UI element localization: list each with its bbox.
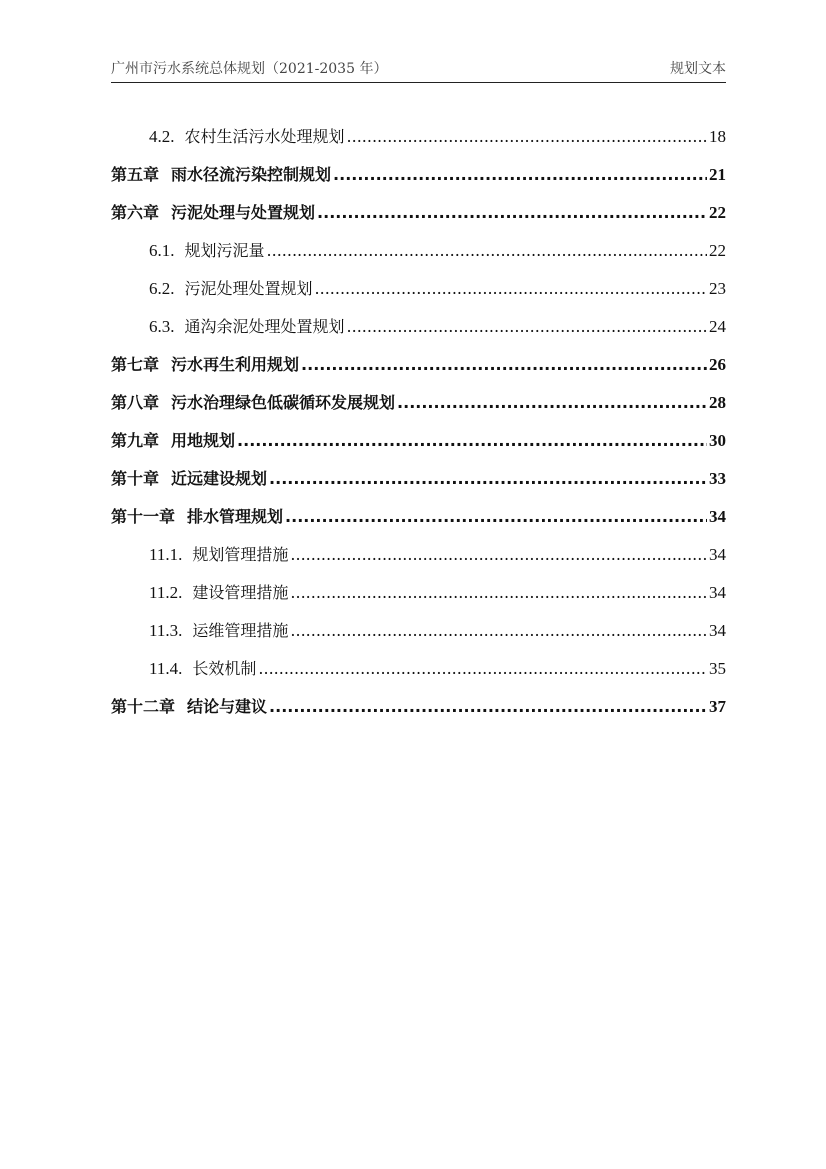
toc-section-entry[interactable] bbox=[111, 529, 726, 567]
toc-page-number: 21 bbox=[709, 165, 726, 184]
toc-page-number: 34 bbox=[709, 545, 726, 564]
toc-page-number: 18 bbox=[709, 127, 726, 146]
toc-dot-leader bbox=[269, 467, 707, 491]
toc-entry-number: 11.4. bbox=[149, 659, 183, 678]
toc-chapter-entry[interactable] bbox=[111, 187, 726, 225]
toc-page-number: 34 bbox=[709, 507, 726, 526]
toc-entry-text: 近远建设规划 bbox=[171, 469, 268, 488]
toc-dot-leader bbox=[237, 429, 707, 453]
toc-dot-leader bbox=[285, 505, 707, 529]
toc-page-number: 22 bbox=[709, 203, 726, 222]
toc-chapter-entry[interactable] bbox=[111, 339, 726, 377]
toc-page-number: 37 bbox=[709, 697, 726, 716]
toc-entry-number: 6.2. bbox=[149, 279, 175, 298]
toc-chapter-entry[interactable] bbox=[111, 149, 726, 187]
toc-dot-leader bbox=[301, 353, 707, 377]
toc-dot-leader bbox=[317, 201, 707, 225]
toc-page-number: 22 bbox=[709, 241, 726, 260]
toc-section-entry[interactable] bbox=[111, 567, 726, 605]
toc-dot-leader bbox=[290, 581, 707, 605]
toc-page-number: 33 bbox=[709, 469, 726, 488]
toc-page-number: 34 bbox=[709, 621, 726, 640]
toc-entry-number: 第十二章 bbox=[111, 697, 176, 716]
toc-dot-leader bbox=[347, 125, 707, 149]
toc-dot-leader bbox=[315, 277, 707, 301]
toc-entry-number: 11.2. bbox=[149, 583, 183, 602]
toc-dot-leader bbox=[347, 315, 707, 339]
toc-entry-number: 6.1. bbox=[149, 241, 175, 260]
toc-section-entry[interactable] bbox=[111, 301, 726, 339]
toc-entry-label bbox=[111, 353, 299, 377]
toc-page-number: 23 bbox=[709, 279, 726, 298]
toc-dot-leader bbox=[258, 657, 707, 681]
table-of-contents bbox=[111, 111, 726, 719]
toc-dot-leader bbox=[397, 391, 707, 415]
toc-entry-text: 长效机制 bbox=[192, 659, 257, 678]
toc-page-number: 24 bbox=[709, 317, 726, 336]
toc-dot-leader bbox=[290, 543, 707, 567]
toc-page-number: 35 bbox=[709, 659, 726, 678]
toc-entry-label bbox=[149, 239, 265, 263]
toc-page-number: 34 bbox=[709, 583, 726, 602]
toc-entry-label bbox=[149, 125, 345, 149]
toc-entry-label bbox=[111, 429, 235, 453]
toc-entry-label bbox=[149, 619, 288, 643]
toc-chapter-entry[interactable] bbox=[111, 415, 726, 453]
toc-entry-text: 农村生活污水处理规划 bbox=[184, 127, 345, 146]
toc-entry-number: 第九章 bbox=[111, 431, 160, 450]
toc-entry-number: 第十章 bbox=[111, 469, 160, 488]
toc-section-entry[interactable] bbox=[111, 605, 726, 643]
toc-entry-number: 11.3. bbox=[149, 621, 183, 640]
toc-entry-label bbox=[111, 505, 283, 529]
toc-section-entry[interactable] bbox=[111, 225, 726, 263]
toc-entry-label bbox=[149, 315, 345, 339]
toc-chapter-entry[interactable] bbox=[111, 681, 726, 719]
toc-page-number: 30 bbox=[709, 431, 726, 450]
toc-entry-number: 11.1. bbox=[149, 545, 183, 564]
toc-entry-text: 污水治理绿色低碳循环发展规划 bbox=[171, 393, 396, 412]
toc-entry-text: 通沟余泥处理处置规划 bbox=[184, 317, 345, 336]
toc-entry-label bbox=[111, 695, 267, 719]
toc-entry-label bbox=[111, 163, 331, 187]
toc-entry-text: 污泥处理处置规划 bbox=[184, 279, 313, 298]
toc-dot-leader bbox=[333, 163, 707, 187]
toc-entry-number: 4.2. bbox=[149, 127, 175, 146]
toc-entry-number: 6.3. bbox=[149, 317, 175, 336]
toc-entry-text: 结论与建议 bbox=[187, 697, 268, 716]
toc-section-entry[interactable] bbox=[111, 643, 726, 681]
toc-page-number: 28 bbox=[709, 393, 726, 412]
toc-section-entry[interactable] bbox=[111, 263, 726, 301]
toc-entry-number: 第五章 bbox=[111, 165, 160, 184]
toc-entry-number: 第八章 bbox=[111, 393, 160, 412]
toc-section-entry[interactable] bbox=[111, 111, 726, 149]
toc-entry-text: 规划污泥量 bbox=[184, 241, 265, 260]
toc-entry-text: 规划管理措施 bbox=[192, 545, 289, 564]
toc-entry-label bbox=[149, 543, 288, 567]
toc-entry-text: 污泥处理与处置规划 bbox=[171, 203, 316, 222]
document-type: 规划文本 bbox=[670, 61, 726, 77]
document-title: 广州市污水系统总体规划（2021-2035 年） bbox=[111, 61, 388, 77]
toc-dot-leader bbox=[290, 619, 707, 643]
toc-entry-label bbox=[149, 657, 256, 681]
toc-entry-label bbox=[111, 201, 315, 225]
toc-dot-leader bbox=[267, 239, 707, 263]
toc-entry-text: 运维管理措施 bbox=[192, 621, 289, 640]
toc-entry-label bbox=[149, 277, 313, 301]
toc-entry-text: 排水管理规划 bbox=[187, 507, 284, 526]
toc-entry-label bbox=[111, 467, 267, 491]
toc-entry-text: 建设管理措施 bbox=[192, 583, 289, 602]
toc-chapter-entry[interactable] bbox=[111, 377, 726, 415]
toc-entry-number: 第六章 bbox=[111, 203, 160, 222]
toc-entry-text: 污水再生利用规划 bbox=[171, 355, 300, 374]
toc-entry-label bbox=[149, 581, 288, 605]
toc-chapter-entry[interactable] bbox=[111, 491, 726, 529]
page-header bbox=[111, 58, 726, 83]
toc-entry-label bbox=[111, 391, 395, 415]
toc-page-number: 26 bbox=[709, 355, 726, 374]
toc-chapter-entry[interactable] bbox=[111, 453, 726, 491]
toc-entry-number: 第十一章 bbox=[111, 507, 176, 526]
toc-entry-text: 用地规划 bbox=[171, 431, 236, 450]
toc-entry-text: 雨水径流污染控制规划 bbox=[171, 165, 332, 184]
toc-dot-leader bbox=[269, 695, 707, 719]
toc-entry-number: 第七章 bbox=[111, 355, 160, 374]
